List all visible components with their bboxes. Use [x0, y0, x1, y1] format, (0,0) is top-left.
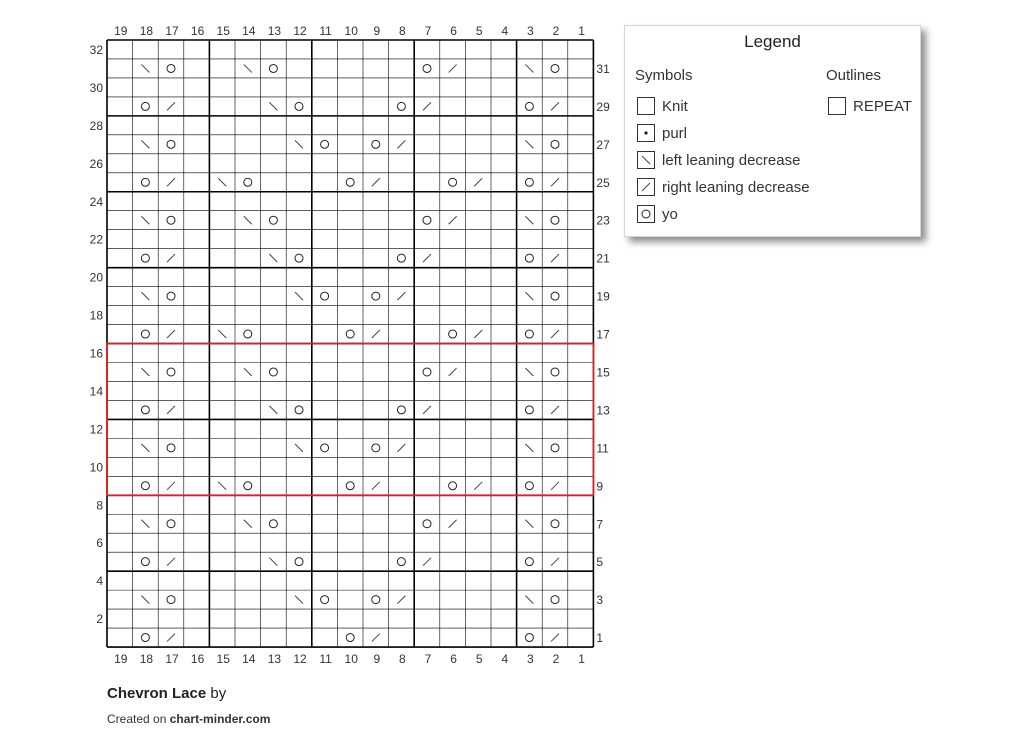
row-number-right: 7: [596, 517, 604, 532]
left-leaning-decrease-icon: [269, 406, 277, 414]
credit-site-link[interactable]: chart-minder.com: [169, 712, 271, 726]
column-number-bottom: 14: [242, 652, 256, 667]
left-leaning-decrease-icon: [295, 292, 303, 300]
row-number-left: 8: [96, 498, 103, 513]
yo-icon: [167, 292, 175, 300]
yo-icon: [551, 64, 559, 72]
column-number-bottom: 17: [165, 652, 179, 667]
left-leaning-decrease-icon: [141, 216, 149, 224]
right-leaning-decrease-icon: [551, 634, 559, 642]
yo-icon: [372, 444, 380, 452]
left-leaning-decrease-icon: [525, 596, 533, 604]
yo-icon: [423, 64, 431, 72]
right-leaning-decrease-icon: [372, 330, 380, 338]
column-number-top: 13: [267, 24, 282, 38]
right-leaning-decrease-icon: [372, 178, 380, 186]
right-leaning-decrease-icon: [167, 406, 175, 414]
yo-icon: [321, 596, 329, 604]
yo-icon: [551, 368, 559, 376]
chart-title-line: [107, 685, 226, 702]
left-leaning-decrease-icon: [525, 520, 533, 528]
row-number-right: 17: [596, 327, 610, 342]
right-leaning-decrease-icon: [551, 178, 559, 186]
legend-panel: [624, 25, 921, 237]
row-number-right: 29: [596, 99, 610, 114]
column-number-top: 9: [373, 24, 381, 38]
left-leaning-decrease-icon: [295, 596, 303, 604]
yo-icon: [141, 178, 149, 186]
yo-icon: [269, 368, 277, 376]
yo-icon: [525, 254, 533, 262]
yo-icon: [321, 292, 329, 300]
column-number-top: 18: [139, 24, 154, 38]
left-leaning-decrease-icon: [218, 482, 226, 490]
yo-icon: [269, 216, 277, 224]
left-leaning-decrease-icon: [637, 151, 655, 169]
yo-icon: [397, 254, 405, 262]
column-number-bottom: 3: [527, 652, 534, 667]
right-leaning-decrease-icon: [167, 634, 175, 642]
yo-icon: [167, 596, 175, 604]
yo-icon: [167, 444, 175, 452]
yo-icon: [269, 520, 277, 528]
knit-icon: [637, 97, 655, 115]
yo-icon: [525, 406, 533, 414]
right-leaning-decrease-icon: [372, 634, 380, 642]
left-leaning-decrease-icon: [244, 520, 252, 528]
yo-icon: [167, 64, 175, 72]
chart-title: Chevron Lace: [107, 685, 207, 702]
row-number-right: 25: [596, 175, 610, 190]
row-number-left: 28: [89, 118, 103, 133]
yo-icon: [346, 482, 354, 490]
column-number-bottom: 5: [475, 652, 483, 667]
column-number-top: 7: [424, 24, 432, 38]
yo-icon: [423, 216, 431, 224]
row-number-right: 21: [596, 251, 610, 266]
column-number-top: 11: [319, 24, 332, 38]
right-leaning-decrease-icon: [474, 178, 482, 186]
legend-item-right-leaning-decrease: [637, 177, 810, 197]
left-leaning-decrease-icon: [269, 558, 277, 566]
left-leaning-decrease-icon: [141, 444, 149, 452]
legend-item-label: right leaning decrease: [662, 178, 810, 196]
column-number-bottom: 1: [578, 652, 585, 667]
legend-outlines-heading: Outlines: [826, 67, 882, 84]
legend-item-repeat: [828, 96, 912, 116]
left-leaning-decrease-icon: [141, 596, 149, 604]
left-leaning-decrease-icon: [244, 368, 252, 376]
column-number-bottom: 6: [450, 652, 457, 667]
right-leaning-decrease-icon: [167, 254, 175, 262]
row-number-right: 23: [596, 213, 610, 228]
right-leaning-decrease-icon: [397, 292, 405, 300]
right-leaning-decrease-icon: [449, 368, 457, 376]
yo-icon: [295, 406, 303, 414]
column-number-bottom: 11: [319, 652, 332, 667]
yo-icon: [372, 292, 380, 300]
column-number-top: 12: [293, 24, 307, 38]
legend-item-label: purl: [662, 124, 688, 142]
row-number-left: 10: [89, 460, 103, 475]
yo-icon: [244, 482, 252, 490]
yo-icon: [551, 520, 559, 528]
yo-icon: [525, 178, 533, 186]
column-number-bottom: 13: [267, 652, 282, 667]
legend-item-label: REPEAT: [853, 97, 912, 115]
right-leaning-decrease-icon: [423, 102, 431, 110]
right-leaning-decrease-icon: [423, 558, 431, 566]
left-leaning-decrease-icon: [295, 140, 303, 148]
left-leaning-decrease-icon: [244, 64, 252, 72]
column-number-bottom: 15: [216, 652, 230, 667]
left-leaning-decrease-icon: [141, 520, 149, 528]
left-leaning-decrease-icon: [525, 216, 533, 224]
legend-item-knit: [637, 96, 688, 116]
row-number-left: 18: [89, 308, 103, 323]
left-leaning-decrease-icon: [244, 216, 252, 224]
yo-icon: [449, 482, 457, 490]
chart-credit: [107, 712, 270, 726]
yo-icon: [397, 558, 405, 566]
right-leaning-decrease-icon: [637, 178, 655, 196]
row-number-left: 4: [96, 574, 103, 589]
yo-icon: [141, 482, 149, 490]
column-number-top: 17: [165, 24, 179, 38]
right-leaning-decrease-icon: [397, 140, 405, 148]
yo-icon: [321, 444, 329, 452]
left-leaning-decrease-icon: [269, 102, 277, 110]
column-number-top: 8: [399, 24, 406, 38]
left-leaning-decrease-icon: [525, 292, 533, 300]
yo-icon: [295, 102, 303, 110]
right-leaning-decrease-icon: [449, 64, 457, 72]
column-number-top: 4: [501, 24, 509, 38]
yo-icon: [551, 444, 559, 452]
column-number-bottom: 12: [293, 652, 307, 667]
column-number-top: 14: [242, 24, 256, 38]
row-number-right: 11: [596, 441, 609, 456]
yo-icon: [141, 558, 149, 566]
yo-icon: [295, 558, 303, 566]
yo-icon: [397, 102, 405, 110]
left-leaning-decrease-icon: [269, 254, 277, 262]
row-number-left: 32: [89, 43, 103, 57]
yo-icon: [551, 596, 559, 604]
yo-icon: [167, 216, 175, 224]
column-number-top: 6: [450, 24, 457, 38]
column-number-top: 16: [190, 24, 205, 38]
column-number-top: 10: [344, 24, 358, 38]
yo-icon: [167, 140, 175, 148]
yo-icon: [141, 254, 149, 262]
yo-icon: [397, 406, 405, 414]
yo-icon: [244, 330, 252, 338]
right-leaning-decrease-icon: [551, 406, 559, 414]
row-number-left: 6: [96, 536, 103, 551]
left-leaning-decrease-icon: [141, 292, 149, 300]
yo-icon: [372, 140, 380, 148]
right-leaning-decrease-icon: [423, 254, 431, 262]
left-leaning-decrease-icon: [295, 444, 303, 452]
right-leaning-decrease-icon: [551, 254, 559, 262]
yo-icon: [449, 330, 457, 338]
column-number-top: 19: [114, 24, 128, 38]
yo-icon: [551, 292, 559, 300]
legend-item-label: yo: [662, 205, 678, 223]
yo-icon: [167, 520, 175, 528]
row-number-right: 13: [596, 403, 610, 418]
column-number-top: 5: [475, 24, 483, 38]
row-number-right: 27: [596, 137, 610, 152]
legend-item-left-leaning-decrease: [637, 150, 800, 170]
yo-icon: [269, 64, 277, 72]
column-number-top: 2: [552, 24, 560, 38]
row-number-left: 12: [89, 422, 103, 437]
row-number-left: 26: [89, 156, 103, 171]
left-leaning-decrease-icon: [218, 330, 226, 338]
row-number-left: 14: [89, 384, 103, 399]
legend-item-yo: [637, 204, 678, 224]
purl-icon: [637, 124, 655, 142]
row-number-left: 2: [96, 612, 103, 627]
left-leaning-decrease-icon: [141, 368, 149, 376]
yo-icon: [244, 178, 252, 186]
right-leaning-decrease-icon: [474, 482, 482, 490]
yo-icon: [525, 330, 533, 338]
legend-symbols-heading: Symbols: [635, 67, 693, 84]
yo-icon: [346, 178, 354, 186]
column-number-top: 3: [527, 24, 534, 38]
yo-icon: [141, 102, 149, 110]
right-leaning-decrease-icon: [397, 596, 405, 604]
column-number-top: 15: [216, 24, 230, 38]
column-number-bottom: 18: [139, 652, 154, 667]
yo-icon: [141, 406, 149, 414]
right-leaning-decrease-icon: [167, 102, 175, 110]
yo-icon: [167, 368, 175, 376]
yo-icon: [525, 634, 533, 642]
right-leaning-decrease-icon: [449, 520, 457, 528]
right-leaning-decrease-icon: [551, 102, 559, 110]
yo-icon: [372, 596, 380, 604]
left-leaning-decrease-icon: [141, 140, 149, 148]
column-number-bottom: 8: [399, 652, 406, 667]
row-number-right: 31: [596, 61, 610, 76]
yo-icon: [346, 634, 354, 642]
column-number-bottom: 10: [344, 652, 358, 667]
left-leaning-decrease-icon: [525, 444, 533, 452]
right-leaning-decrease-icon: [449, 216, 457, 224]
right-leaning-decrease-icon: [551, 558, 559, 566]
row-number-right: 19: [596, 289, 610, 304]
yo-icon: [551, 216, 559, 224]
yo-icon: [346, 330, 354, 338]
right-leaning-decrease-icon: [423, 406, 431, 414]
row-number-left: 30: [89, 80, 103, 95]
row-number-left: 20: [89, 270, 103, 285]
row-number-left: 24: [89, 194, 103, 209]
right-leaning-decrease-icon: [167, 482, 175, 490]
yo-icon: [525, 102, 533, 110]
right-leaning-decrease-icon: [474, 330, 482, 338]
left-leaning-decrease-icon: [218, 178, 226, 186]
left-leaning-decrease-icon: [525, 64, 533, 72]
column-number-bottom: 7: [424, 652, 432, 667]
column-number-bottom: 19: [114, 652, 128, 667]
credit-prefix: Created on: [107, 712, 167, 726]
row-number-right: 3: [596, 593, 604, 608]
column-number-bottom: 16: [190, 652, 205, 667]
yo-icon: [423, 368, 431, 376]
row-number-left: 16: [89, 346, 103, 361]
legend-title: Legend: [744, 32, 801, 51]
repeat-outline-icon: [828, 97, 846, 115]
left-leaning-decrease-icon: [141, 64, 149, 72]
chart-author-by: by: [210, 685, 227, 702]
yo-icon: [295, 254, 303, 262]
column-number-bottom: 4: [501, 652, 509, 667]
right-leaning-decrease-icon: [372, 482, 380, 490]
right-leaning-decrease-icon: [167, 558, 175, 566]
yo-icon: [637, 205, 655, 223]
right-leaning-decrease-icon: [551, 330, 559, 338]
right-leaning-decrease-icon: [167, 330, 175, 338]
column-number-top: 1: [578, 24, 585, 38]
yo-icon: [141, 634, 149, 642]
right-leaning-decrease-icon: [397, 444, 405, 452]
yo-icon: [551, 140, 559, 148]
row-number-right: 1: [596, 631, 604, 646]
right-leaning-decrease-icon: [551, 482, 559, 490]
row-number-right: 5: [596, 555, 604, 570]
legend-item-purl: [637, 123, 687, 143]
yo-icon: [141, 330, 149, 338]
legend-item-label: left leaning decrease: [662, 151, 801, 169]
yo-icon: [321, 140, 329, 148]
left-leaning-decrease-icon: [525, 140, 533, 148]
right-leaning-decrease-icon: [167, 178, 175, 186]
row-number-right: 15: [596, 365, 610, 380]
yo-icon: [423, 520, 431, 528]
legend-item-label: Knit: [662, 97, 688, 115]
row-number-left: 22: [89, 232, 103, 247]
row-number-right: 9: [596, 479, 604, 494]
column-number-bottom: 2: [552, 652, 560, 667]
left-leaning-decrease-icon: [525, 368, 533, 376]
column-number-bottom: 9: [373, 652, 381, 667]
yo-icon: [525, 558, 533, 566]
yo-icon: [449, 178, 457, 186]
yo-icon: [525, 482, 533, 490]
